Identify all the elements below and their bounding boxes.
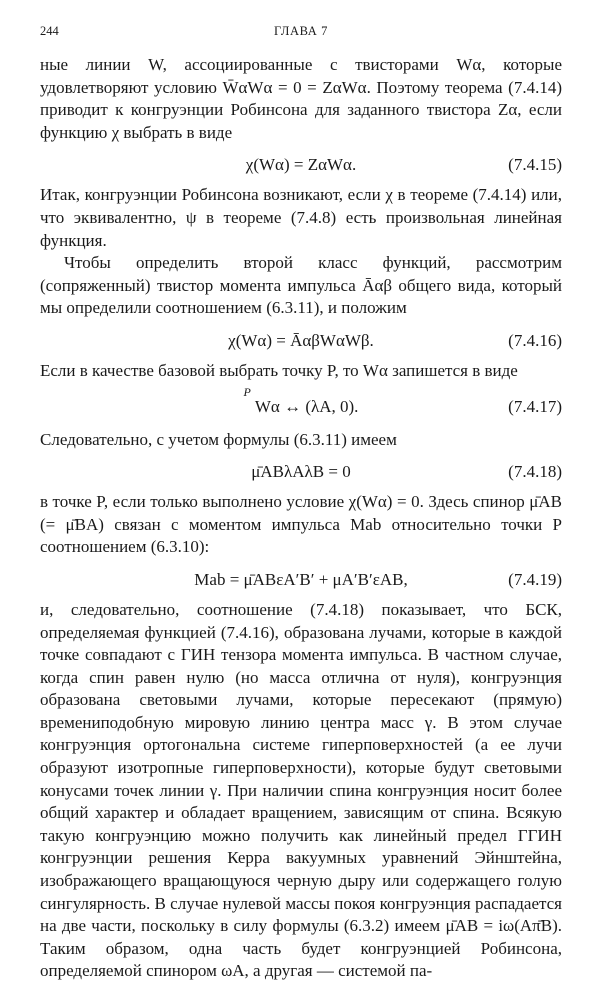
paragraph-2: Итак, конгруэнции Робинсона возникают, если χ в теореме (7.4.14) или, что эквивалентно, ψ в теореме (7.4.8) есть произвольная линейная функция.	[40, 185, 562, 250]
equation-formula: χ(Wα) = ĀαβWαWβ.	[228, 330, 374, 350]
equation-formula: Mab = μ̄ABεA′B′ + μA′B′εAB,	[194, 569, 408, 589]
equation-number: (7.4.17)	[508, 396, 562, 416]
equation-formula	[40, 384, 562, 428]
equation-7-4-15	[40, 148, 562, 182]
page-body	[40, 54, 562, 983]
paragraph-4: Если в качестве базовой выбрать точку P, то Wα запишется в виде	[40, 360, 518, 380]
equation-7-4-16	[40, 324, 562, 358]
paragraph-7: и, следовательно, соотношение (7.4.18) показывает, что БСК, определяемая функцией (7.4.16), образована лучами, которые в каждой точке совпадают с ГИН тензора момента импульса. В частном случае, когда спин равен нулю (но масса отлична от нуля), конгруэнция образована световыми лучами, которые пересекают (прямую) времениподобную мировую линию центра масс γ. В этом случае конгруэнция ортогональна системе гиперповерхностей (а ее лучи образуют изотропные гиперповерхности), которые будут световыми конусами точек линии γ. При наличии спина конгруэнция носит более общий характер и обладает вращением, зависящим от спина. Всякую такую конгруэнцию можно получить как линейный предел ГГИН конгруэнции решения Керра вакуумных уравнений Эйнштейна, изображающего вращающуюся черную дыру или содержащего голую сингулярность. В случае нулевой массы покоя конгруэнция распадается на две части, поскольку в силу формулы (6.3.2) имеем μ̄AB = iω(Aπ̄B). Таким образом, одна часть будет конгруэнцией Робинсона, определяемой спинором ωA, а другая — системой па-	[40, 599, 562, 981]
equation-number: (7.4.18)	[508, 462, 562, 482]
equation-7-4-18	[40, 455, 562, 489]
paragraph-3: Чтобы определить второй класс функций, рассмотрим (сопряженный) твистор момента импульса Āαβ общего вида, который мы определили соотношением (6.3.11), и положим	[40, 253, 562, 318]
chapter-title: ГЛАВА 7	[274, 24, 328, 38]
equation-number: (7.4.15)	[508, 155, 562, 175]
equation-number: (7.4.19)	[508, 569, 562, 589]
page-header	[40, 20, 562, 40]
page-number: 244	[40, 24, 59, 38]
paragraph-1: ные линии W, ассоциированные с твисторами Wα, которые удовлетворяют условию W̄αWα = 0 = ZαWα. Поэтому теорема (7.4.14) приводит к конгруэнции Робинсона для заданного твистора Zα, если функцию χ выбрать в виде	[40, 55, 562, 142]
equation-7-4-17	[40, 384, 562, 427]
equation-7-4-19	[40, 563, 562, 597]
equation-number: (7.4.16)	[508, 330, 562, 350]
equation-body: Wα ↔ (λA, 0).	[254, 396, 359, 416]
equation-formula: μ̄ABλAλB = 0	[251, 462, 351, 482]
equation-formula: χ(Wα) = ZαWα.	[245, 155, 357, 175]
arrow-label: P	[243, 384, 251, 399]
paragraph-6: в точке P, если только выполнено условие χ(Wα) = 0. Здесь спинор μ̄AB (= μ̄BA) связан с моментом импульса Mab относительно точки P соотношением (6.3.10):	[40, 492, 562, 557]
paragraph-5: Следовательно, с учетом формулы (6.3.11) имеем	[40, 429, 397, 449]
